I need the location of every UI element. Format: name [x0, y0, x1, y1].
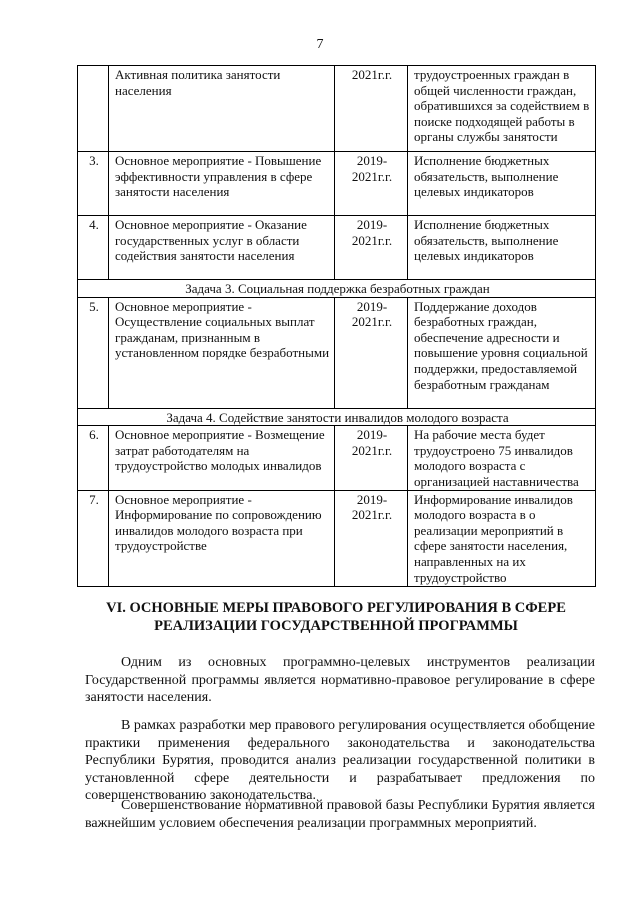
row-number: 4.: [78, 216, 109, 280]
expected-result: Исполнение бюджетных обязательств, выполнение целевых индикаторов: [408, 216, 596, 280]
row-number: 6.: [78, 426, 109, 490]
table-row: [78, 216, 596, 280]
row-number: [78, 66, 109, 152]
paragraph: Совершенствование нормативной правовой базы Республики Бурятия является важнейшим условием обеспечения реализации программных мероприятий.: [85, 798, 595, 831]
implementation-period: 2019-2021г.г.: [335, 490, 408, 586]
measure-name: Основное мероприятие - Повышение эффективности управления в сфере занятости населения: [109, 152, 335, 216]
paragraph: Одним из основных программно-целевых инструментов реализации Государственной программы является нормативно-правовое регулирование в сфере занятости населения.: [85, 655, 595, 705]
page-number: 7: [316, 37, 324, 52]
table-row: [78, 490, 596, 586]
table-row: [78, 297, 596, 408]
expected-result: Поддержание доходов безработных граждан, обеспечение адресности и повышение уровня социальной поддержки, предоставляемой безработным гражданам: [408, 297, 596, 408]
task-row: [78, 280, 596, 298]
table-row: [78, 152, 596, 216]
implementation-period: 2019-2021г.г.: [335, 152, 408, 216]
measure-name: Активная политика занятости населения: [109, 66, 335, 152]
expected-result: Исполнение бюджетных обязательств, выполнение целевых индикаторов: [408, 152, 596, 216]
row-number: 3.: [78, 152, 109, 216]
expected-result: На рабочие места будет трудоустроено 75 инвалидов молодого возраста с организацией наставничества: [408, 426, 596, 490]
row-number: 7.: [78, 490, 109, 586]
measure-name: Основное мероприятие - Возмещение затрат работодателям на трудоустройство молодых инвалидов: [109, 426, 335, 490]
expected-result: трудоустроенных граждан в общей численности граждан, обратившихся за содействием в поиске подходящей работы в органы службы занятости: [408, 66, 596, 152]
paragraph: В рамках разработки мер правового регулирования осуществляется обобщение практики применения федерального законодательства и законодательства Республики Бурятия, проводится анализ реализации государственной политики в установленной сфере деятельности и разрабатывает предложения по совершенствованию законодательства.: [85, 718, 595, 803]
table-row: [78, 66, 596, 152]
implementation-period: 2021г.г.: [335, 66, 408, 152]
row-number: 5.: [78, 297, 109, 408]
expected-result: Информирование инвалидов молодого возраста в о реализации мероприятий в сфере занятости населения, направленных на их трудоустройство: [408, 490, 596, 586]
measure-name: Основное мероприятие - Информирование по сопровождению инвалидов молодого возраста при трудоустройстве: [109, 490, 335, 586]
section-heading: VI. ОСНОВНЫЕ МЕРЫ ПРАВОВОГО РЕГУЛИРОВАНИЯ В СФЕРЕ РЕАЛИЗАЦИИ ГОСУДАРСТВЕННОЙ ПРОГРАММЫ: [106, 600, 566, 634]
implementation-period: 2019-2021г.г.: [335, 297, 408, 408]
task-heading: Задача 4. Содействие занятости инвалидов молодого возраста: [78, 408, 596, 426]
measure-name: Основное мероприятие - Осуществление социальных выплат гражданам, признанным в установленном порядке безработными: [109, 297, 335, 408]
measure-name: Основное мероприятие - Оказание государственных услуг в области содействия занятости населения: [109, 216, 335, 280]
task-heading: Задача 3. Социальная поддержка безработных граждан: [78, 280, 596, 298]
implementation-period: 2019-2021г.г.: [335, 216, 408, 280]
implementation-period: 2019-2021г.г.: [335, 426, 408, 490]
task-row: [78, 408, 596, 426]
table-row: [78, 426, 596, 490]
measures-table: [77, 65, 596, 587]
